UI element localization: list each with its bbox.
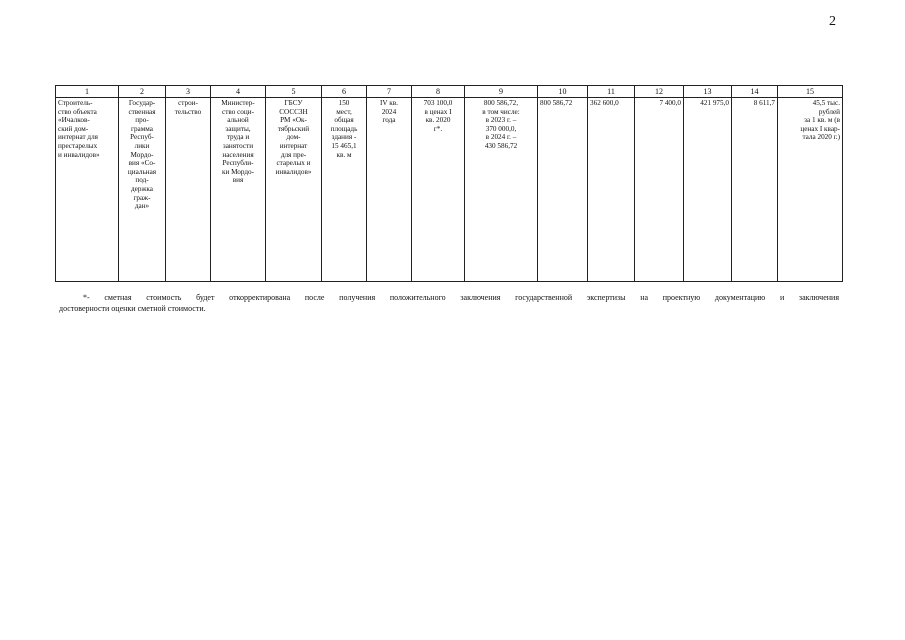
cell-text-line: граж- [133,193,151,202]
header-row [56,86,843,98]
cell-text-line: 370 000,0, [485,124,517,133]
cell-text-line: про- [135,116,149,125]
cell-institution [266,98,322,282]
cell-text-line: дом- [286,133,301,142]
cell-text-line: интернат [279,141,308,150]
cell-text-line: инвалидов» [275,167,312,176]
header-cell-4: 4 [211,86,266,98]
cell-text-line: в 2024 г. – [485,133,517,142]
cell-text-line: и инвалидов» [58,150,100,159]
cell-text-line: ство объекта [58,107,97,116]
cell-work-type [166,98,211,282]
cell-object-name [56,98,119,282]
cell-text-line: РМ «Ок- [280,116,307,125]
cell-text-line: 800 586,72, [483,99,519,107]
cell-text-line: Государ- [128,99,156,107]
cell-text-line: рублей [818,107,840,116]
cell-text-line: тябрьский [277,124,310,133]
cell-text-line: интернат для [58,133,98,142]
cell-text-line: Министер- [221,99,255,107]
cell-text-line: населения [222,150,254,159]
cell-text-line: занятости [222,141,254,150]
cell-text-line: под- [135,176,149,185]
cell-value-10 [538,98,588,282]
cell-text-line: старелых и [276,159,311,168]
cell-text-line: ский дом- [58,124,89,133]
cell-value-13 [684,98,732,282]
table-row [56,98,843,282]
cell-text-line: года [382,116,396,125]
cell-text-line: строи- [178,99,198,107]
cell-text-line: 421 975,0 [700,99,729,107]
cell-text-line: 2024 [381,107,397,116]
cell-text-line: для пре- [280,150,307,159]
cell-capacity [322,98,367,282]
header-cell-14: 14 [732,86,778,98]
cell-text-line: «Ичалков- [58,116,90,125]
cell-text-line: здания - [331,133,357,142]
cell-text-line: кв. м [336,150,352,159]
header-cell-13: 13 [684,86,732,98]
cell-program [119,98,166,282]
page-number: 2 [829,14,836,29]
cell-value-14 [732,98,778,282]
cell-text-line: площадь [330,124,358,133]
cell-text-line: 703 100,0 [423,99,453,107]
footnote-line-1: *- сметная стоимость будет откорректирована после получения положительного заключения государственной экспертизы на проектную документацию и заключения [83,293,839,302]
cell-text-line: вия [232,176,244,185]
cell-text-line: 800 586,72 [540,99,573,107]
cell-ministry [211,98,266,282]
project-table [55,85,843,282]
cell-text-line: мест, [336,107,352,116]
header-cell-6: 6 [322,86,367,98]
cell-text-line: ки Мордо- [221,167,255,176]
cell-text-line: защиты, [225,124,251,133]
cell-total-funding [465,98,538,282]
cell-text-line: Респуб- [130,133,154,142]
cell-text-line: альной [227,116,249,125]
cell-text-line: в 2023 г. – [485,116,517,125]
cell-text-line: тельство [174,107,202,116]
header-cell-8: 8 [412,86,465,98]
header-cell-15: 15 [778,86,843,98]
cell-text-line: дан» [134,202,150,211]
header-cell-3: 3 [166,86,211,98]
cell-text-line: вия «Со- [128,159,156,168]
header-cell-2: 2 [119,86,166,98]
cell-text-line: общая [334,116,354,125]
cell-unit-cost [778,98,843,282]
cell-text-line: за 1 кв. м (в [804,116,840,125]
cell-text-line: Мордо- [130,150,154,159]
cell-text-line: IV кв. [380,99,398,107]
cell-text-line: 150 [338,99,350,107]
header-cell-10: 10 [538,86,588,98]
cell-text-line: Строитель- [58,99,93,107]
cell-text-line: ценах I квар- [800,124,840,133]
header-cell-5: 5 [266,86,322,98]
cell-text-line: г*. [433,124,443,133]
cell-text-line: 430 586,72 [484,141,518,150]
cell-text-line: 362 600,0 [590,99,619,107]
header-cell-12: 12 [635,86,684,98]
cell-text-line: грамма [131,124,153,133]
cell-text-line: Республи- [222,159,254,168]
cell-text-line: 7 400,0 [659,99,681,107]
cell-text-line: в том числе: [482,107,520,116]
cell-text-line: лики [134,141,150,150]
cell-text-line: 45,5 тыс. [812,99,840,107]
cell-text-line: ственная [128,107,156,116]
cell-text-line: держка [131,184,153,193]
cell-text-line: престарелых [58,141,98,150]
cell-text-line: циальная [127,167,157,176]
footnote-line-2: достоверности оценки сметной стоимости. [59,303,206,313]
cell-text-line: кв. 2020 [425,116,451,125]
cell-value-12 [635,98,684,282]
cell-text-line: 15 465,1 [331,141,357,150]
cell-text-line: СОССЗН [279,107,308,116]
header-cell-11: 11 [588,86,635,98]
header-cell-1: 1 [56,86,119,98]
cell-text-line: ГБСУ [284,99,303,107]
cell-text-line: 8 611,7 [753,99,775,107]
cell-value-11 [588,98,635,282]
cell-estimated-cost [412,98,465,282]
header-cell-7: 7 [367,86,412,98]
header-cell-9: 9 [465,86,538,98]
cell-text-line: тала 2020 г.) [802,133,840,142]
cell-text-line: труда и [226,133,250,142]
footnote [59,293,839,314]
cell-text-line: в ценах I [424,107,452,116]
cell-deadline [367,98,412,282]
cell-text-line: ство соци- [222,107,254,116]
